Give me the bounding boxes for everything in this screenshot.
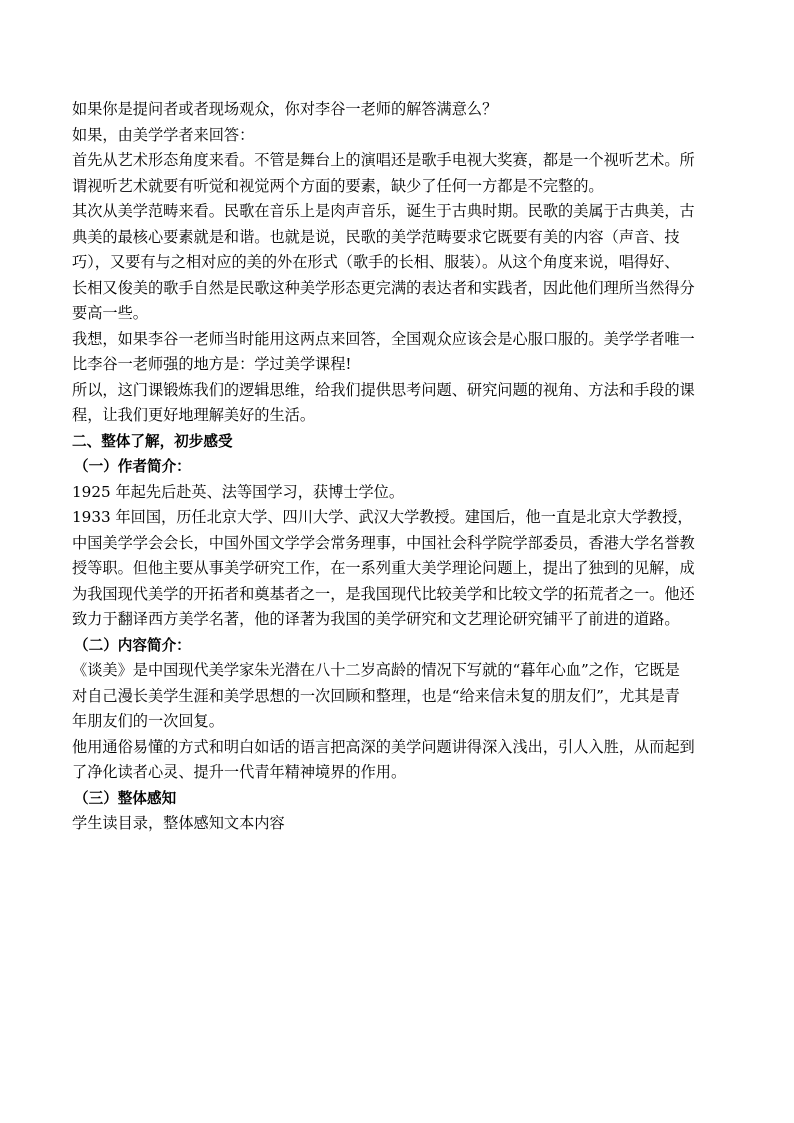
paragraph-author-study <box>72 480 726 506</box>
text-line: 要高一些。 <box>72 304 148 322</box>
text-line: 我想，如果李谷一老师当时能用这两点来回答，全国观众应该会是心服口服的。美学学者唯一 <box>72 329 695 348</box>
text-line: 中国美学学会会长，中国外国文学学会常务理事，中国社会科学院学部委员，香港大学名誉教 <box>72 533 695 552</box>
text-line: 如果，由美学学者来回答： <box>72 125 255 144</box>
text-line: 巧），又要有与之相对应的美的外在形式（歌手的长相、服装）。从这个角度来说，唱得好、 <box>72 253 680 271</box>
text-line: 如果你是提问者或者现场观众，你对李谷一老师的解答满意么？ <box>72 100 498 118</box>
text-line: 典美的最核心要素就是和谐。也就是说，民歌的美学范畴要求它既要有美的内容（声音、技 <box>72 227 680 246</box>
text-line: 他用通俗易懂的方式和明白如话的语言把高深的美学问题讲得深入浅出，引人入胜，从而起到 <box>72 737 695 756</box>
text-line: 《谈美》是中国现代美学家朱光潜在八十二岁高龄的情况下写就的“暮年心血”之作，它既是 <box>72 661 680 679</box>
section-heading: 二、整体了解，初步感受 <box>72 432 233 450</box>
paragraph-aesthetic-category <box>72 199 726 327</box>
text-line: 为我国现代美学的开拓者和奠基者之一，是我国现代比较美学和比较文学的拓荒者之一。他还 <box>72 584 695 603</box>
text-line: 1925 年起先后赴英、法等国学习，获博士学位。 <box>72 482 405 501</box>
subsection-heading-overall: （三）整体感知 <box>74 789 177 807</box>
text-line: 对自己漫长美学生涯和美学思想的一次回顾和整理，也是“给来信未复的朋友们”，尤其是青 <box>72 686 680 705</box>
paragraph-reading-task <box>72 811 726 837</box>
paragraph-conclusion <box>72 327 726 378</box>
text-line: 授等职。但他主要从事美学研究工作，在一系列重大美学理论问题上，提出了独到的见解，成 <box>72 559 695 577</box>
paragraph-book-intro <box>72 658 726 735</box>
paragraph-book-effect <box>72 735 726 786</box>
paragraph-intro-answer <box>72 123 726 149</box>
text-line: 首先从艺术形态角度来看。不管是舞台上的演唱还是歌手电视大奖赛，都是一个视听艺术。所 <box>72 151 695 169</box>
text-line: 长相又俊美的歌手自然是民歌这种美学形态更完满的表达者和实践者，因此他们理所当然得分 <box>72 278 695 297</box>
text-line: 学生读目录，整体感知文本内容 <box>72 814 285 832</box>
text-line: 程，让我们更好地理解美好的生活。 <box>72 406 315 424</box>
text-line: 比李谷一老师强的地方是：学过美学课程! <box>72 355 352 373</box>
text-line: 了净化读者心灵、提升一代青年精神境界的作用。 <box>72 763 407 781</box>
document-page <box>72 97 726 837</box>
text-line: 所以，这门课锻炼我们的逻辑思维，给我们提供思考问题、研究问题的视角、方法和手段的课 <box>72 380 695 399</box>
text-line: 谓视听艺术就要有听觉和视觉两个方面的要素，缺少了任何一方都是不完整的。 <box>72 176 604 195</box>
subsection-heading-author: （一）作者简介： <box>74 458 191 475</box>
text-line: 1933 年回国，历任北京大学、四川大学、武汉大学教授。建国后，他一直是北京大学教授， <box>72 508 693 526</box>
paragraph-course-purpose <box>72 378 726 429</box>
text-line: 年朋友们的一次回复。 <box>72 712 224 730</box>
paragraph-question <box>72 97 726 123</box>
paragraph-art-form <box>72 148 726 199</box>
text-line: 其次从美学范畴来看。民歌在音乐上是肉声音乐，诞生于古典时期。民歌的美属于古典美，古 <box>72 202 695 220</box>
subsection-heading-content: （二）内容简介： <box>74 636 191 654</box>
text-line: 致力于翻译西方美学名著，他的译著为我国的美学研究和文艺理论研究铺平了前进的道路。 <box>72 610 680 628</box>
paragraph-author-career <box>72 505 726 633</box>
